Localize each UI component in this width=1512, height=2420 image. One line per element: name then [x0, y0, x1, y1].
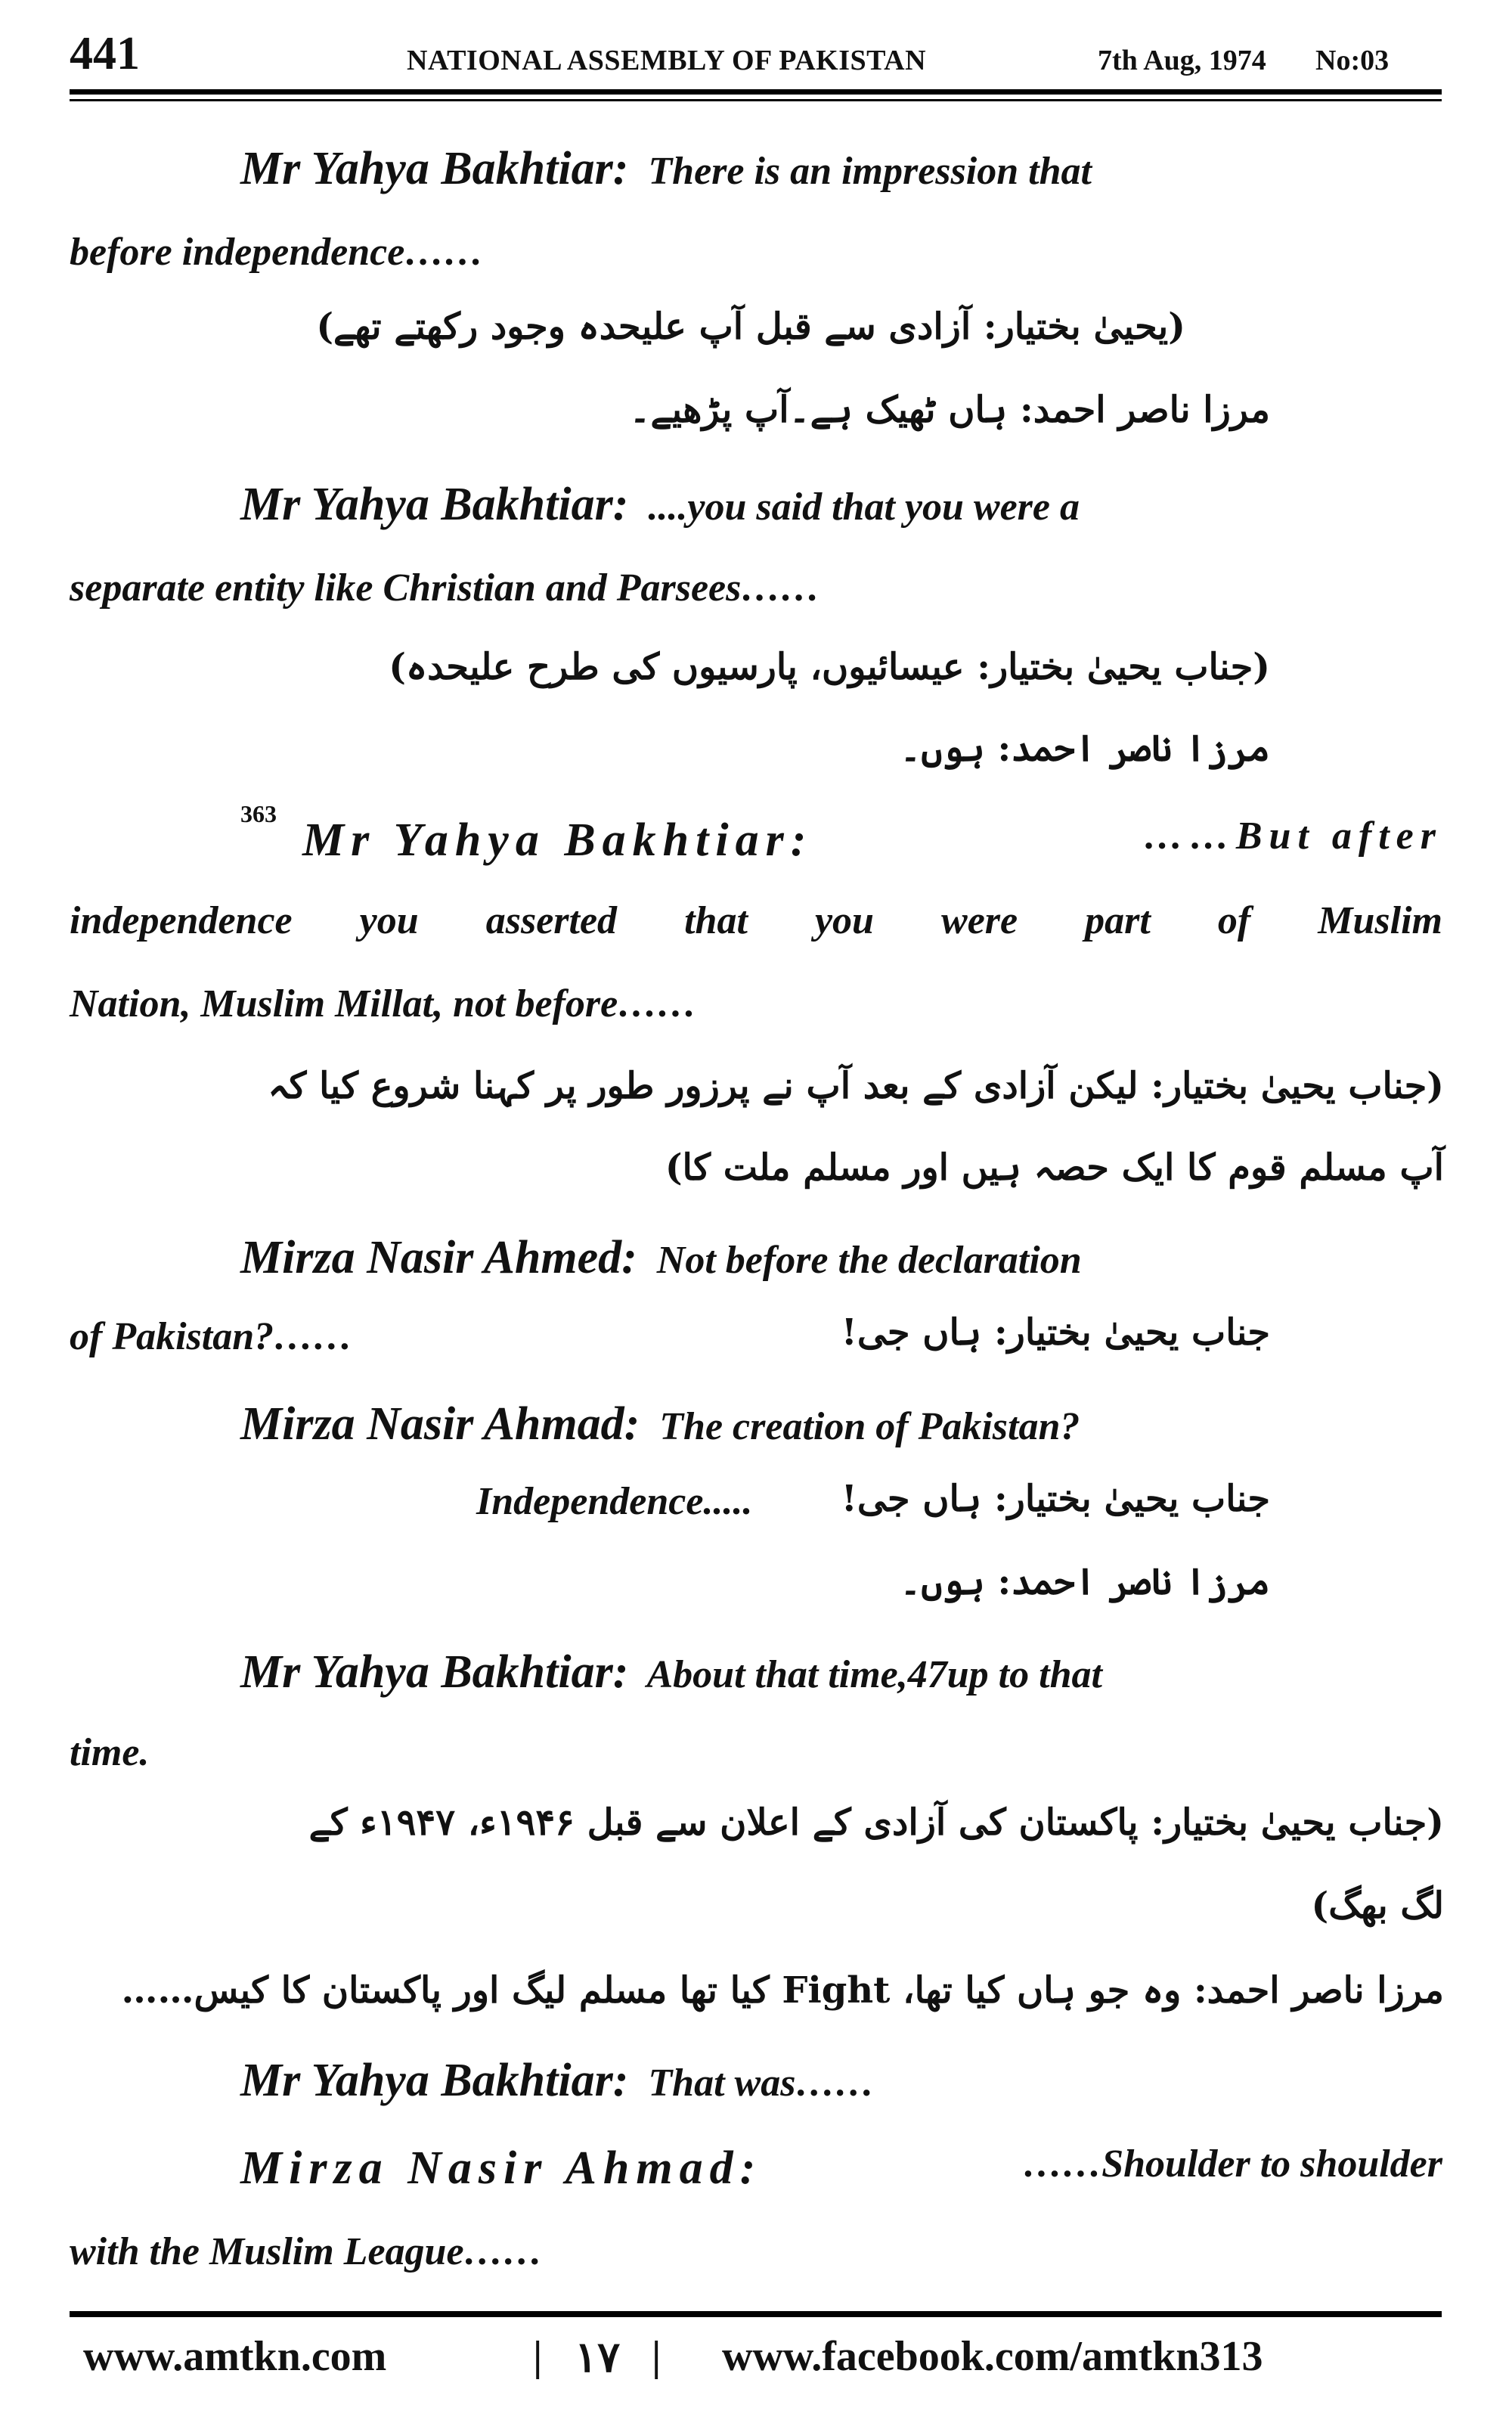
header-title: NATIONAL ASSEMBLY OF PAKISTAN	[407, 45, 927, 76]
urdu-line-22: لگ بھگ)	[1311, 1885, 1444, 1927]
header-rule-thin	[70, 99, 1442, 101]
speaker-name: Mirza Nasir Ahmad:	[240, 2142, 763, 2194]
header-date: 7th Aug, 1974	[1098, 45, 1266, 76]
line-25	[240, 2142, 1442, 2194]
line-1	[240, 145, 1442, 192]
speech-text: Not before the declaration	[656, 1239, 1082, 1282]
speech-text: The creation of Pakistan?	[659, 1405, 1080, 1448]
speaker-name: Mr Yahya Bakhtiar:	[240, 1646, 629, 1698]
line-6: separate entity like Christian and Parsees……	[70, 566, 820, 610]
urdu-line-18: مرزا ناصر احمد: ہوں۔	[900, 1561, 1270, 1603]
footer-separator-right: |	[652, 2333, 662, 2380]
speaker-name: Mr Yahya Bakhtiar:	[240, 2055, 629, 2106]
footer-separator-left: |	[533, 2333, 543, 2380]
speech-text: About that time,47up to that	[646, 1653, 1102, 1696]
speech-text: That was……	[648, 2062, 875, 2105]
speech-text: ……Shoulder to shoulder	[1023, 2142, 1442, 2186]
footnote-marker: 363	[240, 800, 277, 827]
speaker-name: Mirza Nasir Ahmed:	[240, 1232, 637, 1283]
line-19	[240, 1646, 1102, 1698]
line-5	[240, 481, 1080, 528]
line-16	[240, 1398, 1080, 1450]
line-17-en: Independence.....	[476, 1480, 753, 1523]
urdu-line-3: (یحییٰ بختیار: آزادی سے قبل آپ علیحدہ وجود رکھتے تھے)	[316, 306, 1185, 348]
urdu-line-12: (جناب یحییٰ بختیار: لیکن آزادی کے بعد آپ نے پرزور طور پر کہنا شروع کیا کہ	[268, 1065, 1444, 1107]
speech-text: There is an impression that	[648, 150, 1092, 193]
urdu-line-23: مرزا ناصر احمد: وہ جو ہاں کیا تھا، Fight کیا تھا مسلم لیگ اور پاکستان کا کیس……	[121, 1969, 1444, 2012]
speaker-name: Mr Yahya Bakhtiar:	[240, 479, 629, 530]
line-10: independence you asserted that you were part of Muslim	[70, 899, 1442, 942]
header-number: No:03	[1315, 45, 1390, 76]
line-9	[302, 814, 1442, 866]
footer-facebook-link[interactable]: www.facebook.com/amtkn313	[722, 2333, 1263, 2380]
urdu-line-7: (جناب یحییٰ بختیار: عیسائیوں، پارسیوں کی طرح علیحدہ)	[389, 646, 1270, 688]
urdu-line-13: آپ مسلم قوم کا ایک حصہ ہیں اور مسلم ملت کا)	[665, 1146, 1444, 1189]
urdu-line-15: جناب یحییٰ بختیار: ہاں جی!	[841, 1311, 1270, 1354]
urdu-line-8: مرزا ناصر احمد: ہوں۔	[900, 728, 1270, 770]
speech-text: ....you said that you were a	[648, 486, 1080, 529]
speech-text: ……But after	[1143, 814, 1442, 858]
line-11: Nation, Muslim Millat, not before……	[70, 982, 697, 1025]
footer-website-link[interactable]: www.amtkn.com	[83, 2333, 387, 2380]
speaker-name: Mr Yahya Bakhtiar:	[240, 143, 629, 194]
line-24	[240, 2057, 874, 2104]
speaker-name: Mr Yahya Bakhtiar:	[302, 814, 813, 866]
line-26: with the Muslim League……	[70, 2230, 543, 2273]
page-number: 441	[70, 28, 140, 79]
line-2: before independence……	[70, 231, 484, 274]
footer-page-number: ۱۷	[575, 2335, 621, 2381]
urdu-line-4: مرزا ناصر احمد: ہاں ٹھیک ہے۔آپ پڑھیے۔	[629, 389, 1270, 431]
speaker-name: Mirza Nasir Ahmad:	[240, 1398, 640, 1450]
line-20: time.	[70, 1731, 150, 1774]
footer-rule	[70, 2311, 1442, 2317]
urdu-line-21: (جناب یحییٰ بختیار: پاکستان کی آزادی کے اعلان سے قبل ۱۹۴۶ء، ۱۹۴۷ء کے	[308, 1801, 1444, 1844]
line-14	[240, 1234, 1082, 1281]
header-rule-thick	[70, 89, 1442, 95]
urdu-line-17: جناب یحییٰ بختیار: ہاں جی!	[841, 1478, 1270, 1520]
line-15-en: of Pakistan?……	[70, 1315, 353, 1358]
